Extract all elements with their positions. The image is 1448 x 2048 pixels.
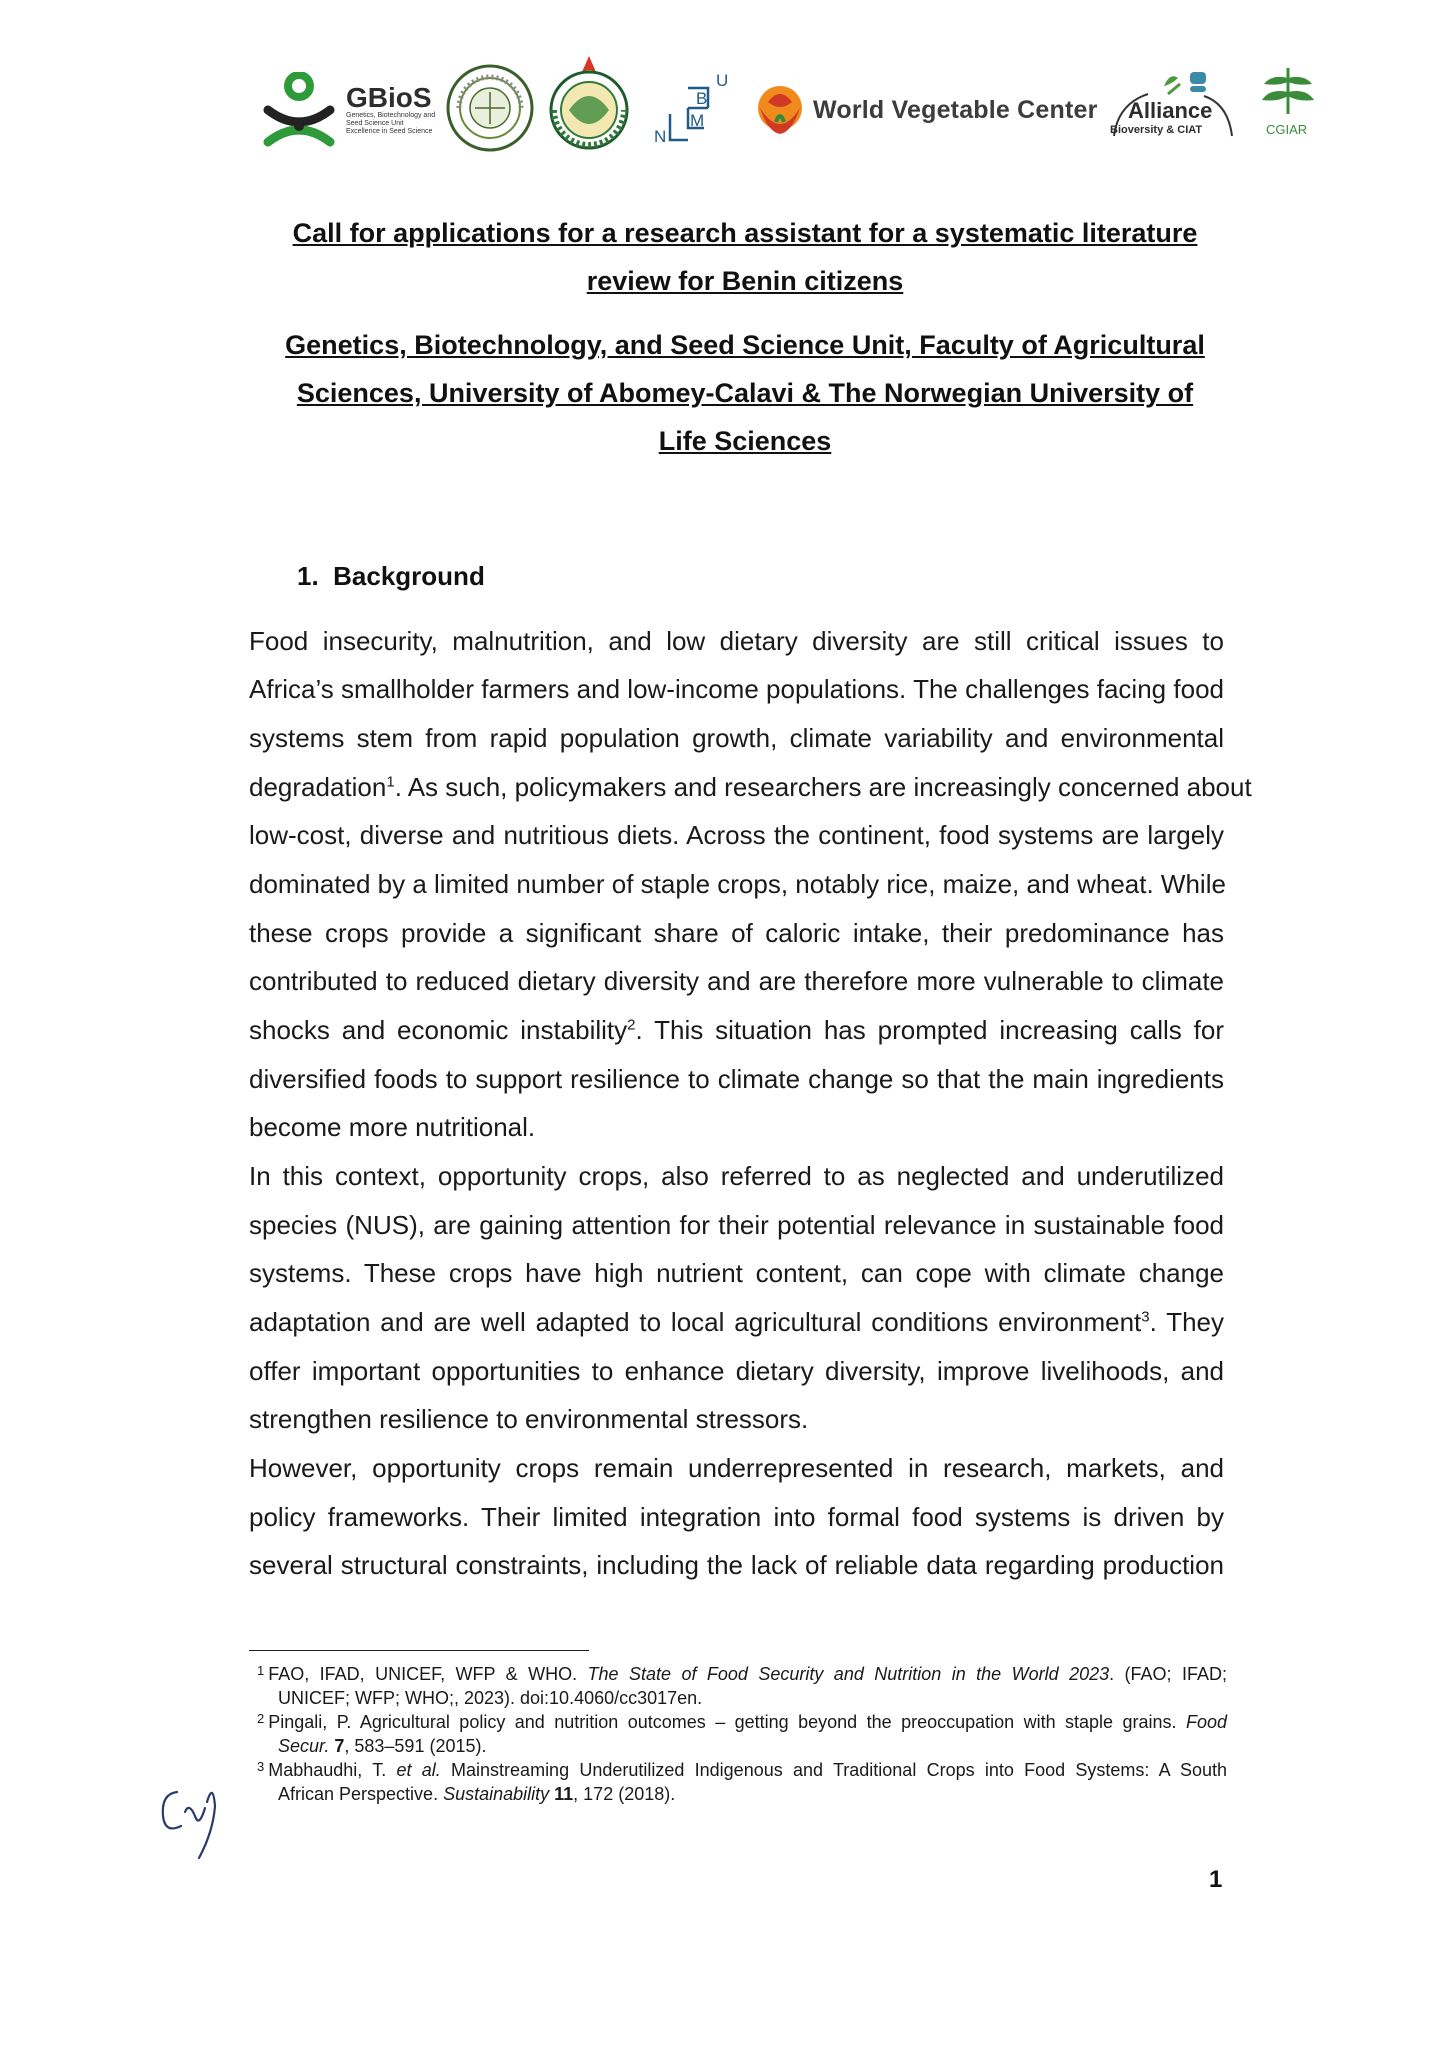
body-line: In this context, opportunity crops, also referred to as neglected and underutilized (249, 1161, 1224, 1191)
body-line: systems. These crops have high nutrient content, can cope with climate change (249, 1258, 1224, 1288)
gbios-logo-icon (262, 72, 336, 148)
footnote-3: $^3$ Mabhaudhi, T. et al. Mainstreaming Underutilized Indigenous and Traditional Crops into Food Systems: A South (257, 1759, 1227, 1780)
footnote-3-cont: African Perspective. Sustainability 11, 172 (2018). (278, 1784, 676, 1804)
body-line: low-cost, diverse and nutritious diets. Across the continent, food systems are largely (249, 820, 1224, 850)
footnote-2-cont: Secur. 7, 583–591 (2015). (278, 1736, 487, 1756)
body-line: contributed to reduced dietary diversity and are therefore more vulnerable to climate (249, 966, 1224, 996)
world-vegetable-center-icon (752, 82, 808, 140)
title-line-3: Genetics, Biotechnology, and Seed Science Unit, Faculty of Agricultural (285, 330, 1205, 360)
footnote-2: $^2$ Pingali, P. Agricultural policy and nutrition outcomes – getting beyond the preoccupation with staple grains. Food (257, 1711, 1227, 1732)
body-line: adaptation and are well adapted to local agricultural conditions environment$^3$. They (249, 1307, 1224, 1337)
cgiar-logo-icon (1258, 64, 1318, 120)
svg-text:U: U (716, 71, 729, 90)
section-number: 1. (297, 561, 319, 591)
faculty-seal-icon (445, 62, 535, 154)
body-line: diversified foods to support resilience to climate change so that the main ingredients (249, 1064, 1224, 1094)
title-line-5: Life Sciences (658, 426, 832, 456)
handwritten-initials (155, 1772, 235, 1867)
body-line: shocks and economic instability$^2$. This situation has prompted increasing calls for (249, 1015, 1224, 1045)
body-line: offer important opportunities to enhance dietary diversity, improve livelihoods, and (249, 1356, 1224, 1386)
body-line: dominated by a limited number of staple crops, notably rice, maize, and wheat. While (249, 869, 1226, 899)
svg-text:N: N (654, 127, 667, 146)
body-line: strengthen resilience to environmental stressors. (249, 1404, 809, 1434)
body-line: systems stem from rapid population growth, climate variability and environmental (249, 723, 1224, 753)
alliance-subtitle: Bioversity & CIAT (1110, 124, 1203, 136)
nmbu-logo-icon (652, 68, 736, 148)
svg-text:M: M (690, 111, 705, 130)
body-line: Food insecurity, malnutrition, and low dietary diversity are still critical issues to (249, 626, 1224, 656)
body-line: become more nutritional. (249, 1112, 536, 1142)
title-line-1: Call for applications for a research assistant for a systematic literature (292, 218, 1198, 248)
university-crest-icon (544, 52, 634, 152)
wvc-name: World Vegetable Center (813, 96, 1098, 124)
section-title: Background (333, 561, 485, 591)
body-line: policy frameworks. Their limited integration into formal food systems is driven by (249, 1502, 1224, 1532)
body-line: Africa’s smallholder farmers and low-income populations. The challenges facing food (249, 674, 1224, 704)
footnote-ref[interactable]: 2 (627, 1016, 636, 1034)
page-number: 1 (1209, 1866, 1223, 1893)
body-line: species (NUS), are gaining attention for their potential relevance in sustainable food (249, 1210, 1224, 1240)
title-line-4: Sciences, University of Abomey-Calavi & The Norwegian University of (296, 378, 1194, 408)
footnote-ref[interactable]: 1 (386, 773, 395, 791)
footnote-1: $^1$ FAO, IFAD, UNICEF, WFP & WHO. The State of Food Security and Nutrition in the World 2023. (FAO; IFAD; (257, 1663, 1227, 1684)
title-line-2: review for Benin citizens (586, 266, 904, 296)
gbios-tagline: Genetics, Biotechnology and Seed Science Unit Excellence in Seed Science (346, 112, 436, 135)
footnote-1-cont: UNICEF; WFP; WHO;, 2023). doi:10.4060/cc3017en. (278, 1688, 703, 1708)
svg-text:B: B (696, 89, 708, 108)
section-heading (297, 561, 485, 592)
footnote-divider (249, 1650, 589, 1651)
body-line: degradation$^1$. As such, policymakers and researchers are increasingly concerned about (249, 772, 1252, 802)
alliance-name: Alliance (1128, 98, 1213, 123)
footnote-ref[interactable]: 3 (1141, 1308, 1150, 1326)
gbios-name: GBioS (346, 82, 432, 113)
cgiar-name: CGIAR (1266, 122, 1308, 137)
body-line: However, opportunity crops remain underrepresented in research, markets, and (249, 1453, 1224, 1483)
body-line: these crops provide a significant share of caloric intake, their predominance has (249, 918, 1224, 948)
body-line: several structural constraints, including the lack of reliable data regarding production (249, 1550, 1224, 1580)
